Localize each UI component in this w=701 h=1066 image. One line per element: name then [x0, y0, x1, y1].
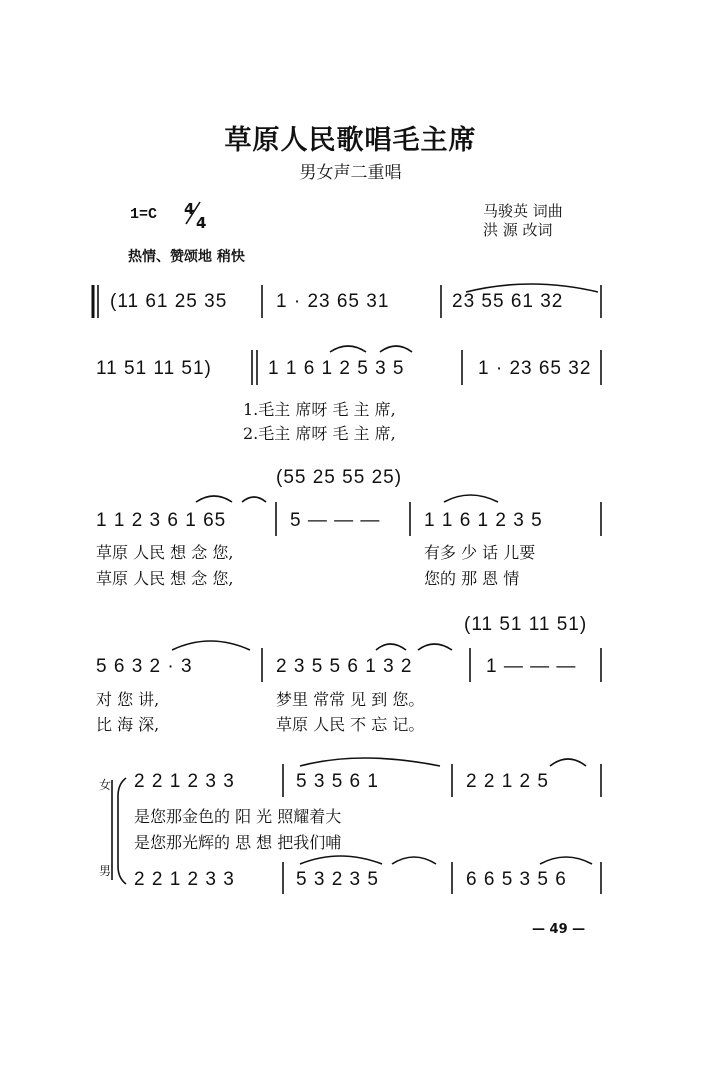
time-signature-bottom: 4 — [196, 214, 207, 232]
slur — [466, 284, 598, 292]
lyric-line4-verse1-b: 梦里 常常 见 到 您。 — [276, 690, 425, 709]
tempo-marking: 热情、赞颂地 稍快 — [128, 249, 245, 265]
slur — [196, 496, 232, 502]
lyric-line3-verse1-b: 有多 少 话 儿要 — [424, 543, 536, 562]
lyric-line2-verse2: 2.毛主 席呀 毛 主 席, — [243, 424, 396, 443]
lyric-line4-verse2-a: 比 海 深, — [96, 715, 160, 734]
measure-line4-3: 1 — — — — [486, 656, 577, 677]
credit-lyrics-revision: 洪 源 改词 — [483, 221, 553, 239]
measure-line3-3: 1 1 6 1 2 3 5 — [424, 510, 543, 531]
voice-label-male: 男 — [99, 864, 112, 878]
measure-line1-3: 23 55 61 32 — [452, 291, 564, 312]
measure-line5-1: 2 2 1 2 3 3 — [134, 771, 235, 792]
slur — [380, 346, 412, 352]
measure-line6-1: 2 2 1 2 3 3 — [134, 869, 235, 890]
measure-line6-3: 6 6 5 3 5 6 — [466, 869, 567, 890]
lyric-line3-verse2-b: 您的 那 恩 情 — [424, 569, 520, 588]
slur — [300, 758, 440, 766]
slur — [300, 856, 382, 864]
measure-line4-1: 5 6 3 2 · 3 — [96, 656, 193, 677]
duet-brace — [118, 778, 126, 884]
lyric-line5-verse2: 是您那光辉的 思 想 把我们哺 — [134, 833, 342, 852]
slur — [376, 644, 406, 650]
measure-line2-1: 11 51 11 51) — [96, 358, 212, 379]
slur — [418, 644, 452, 650]
measure-line4-2: 2 3 5 5 6 1 3 2 — [276, 656, 413, 677]
measure-line2-3: 1 · 23 65 32 — [478, 358, 592, 379]
measure-line3-upper: (55 25 55 25) — [276, 467, 403, 488]
key-signature: 1=C — [130, 206, 158, 223]
slur — [172, 641, 250, 650]
lyric-line5-verse1: 是您那金色的 阳 光 照耀着大 — [134, 807, 342, 826]
time-signature-top: 4 — [184, 200, 195, 218]
slur — [444, 495, 498, 502]
lyric-line4-verse2-b: 草原 人民 不 忘 记。 — [276, 715, 425, 734]
slur — [330, 346, 366, 352]
page-number: — 49 — — [532, 922, 586, 937]
measure-line3-1: 1 1 2 3 6 1 65 — [96, 510, 227, 531]
slur — [540, 857, 592, 864]
measure-line5-3: 2 2 1 2 5 — [466, 771, 549, 792]
measure-line1-1: (11 61 25 35 — [110, 291, 228, 312]
voice-label-female: 女 — [99, 778, 112, 792]
measure-line6-2: 5 3 2 3 5 — [296, 869, 379, 890]
measure-line5-2: 5 3 5 6 1 — [296, 771, 379, 792]
measure-line3-2: 5 — — — — [290, 510, 381, 531]
lyric-line2-verse1: 1.毛主 席呀 毛 主 席, — [243, 400, 396, 419]
song-title: 草原人民歌唱毛主席 — [224, 125, 477, 156]
slur — [242, 497, 266, 502]
slur — [550, 759, 586, 766]
slur — [392, 857, 436, 864]
measure-line1-2: 1 · 23 65 31 — [276, 291, 390, 312]
lyric-line3-verse1-a: 草原 人民 想 念 您, — [96, 543, 234, 562]
measure-line2-2: 1 1 6 1 2 5 3 5 — [268, 358, 405, 379]
time-signature-slash — [186, 202, 200, 224]
lyric-line4-verse1-a: 对 您 讲, — [96, 690, 160, 709]
song-subtitle: 男女声二重唱 — [299, 163, 402, 183]
measure-line4-upper: (11 51 11 51) — [464, 614, 588, 635]
lyric-line3-verse2-a: 草原 人民 想 念 您, — [96, 569, 234, 588]
credit-composer: 马骏英 词曲 — [483, 202, 563, 220]
